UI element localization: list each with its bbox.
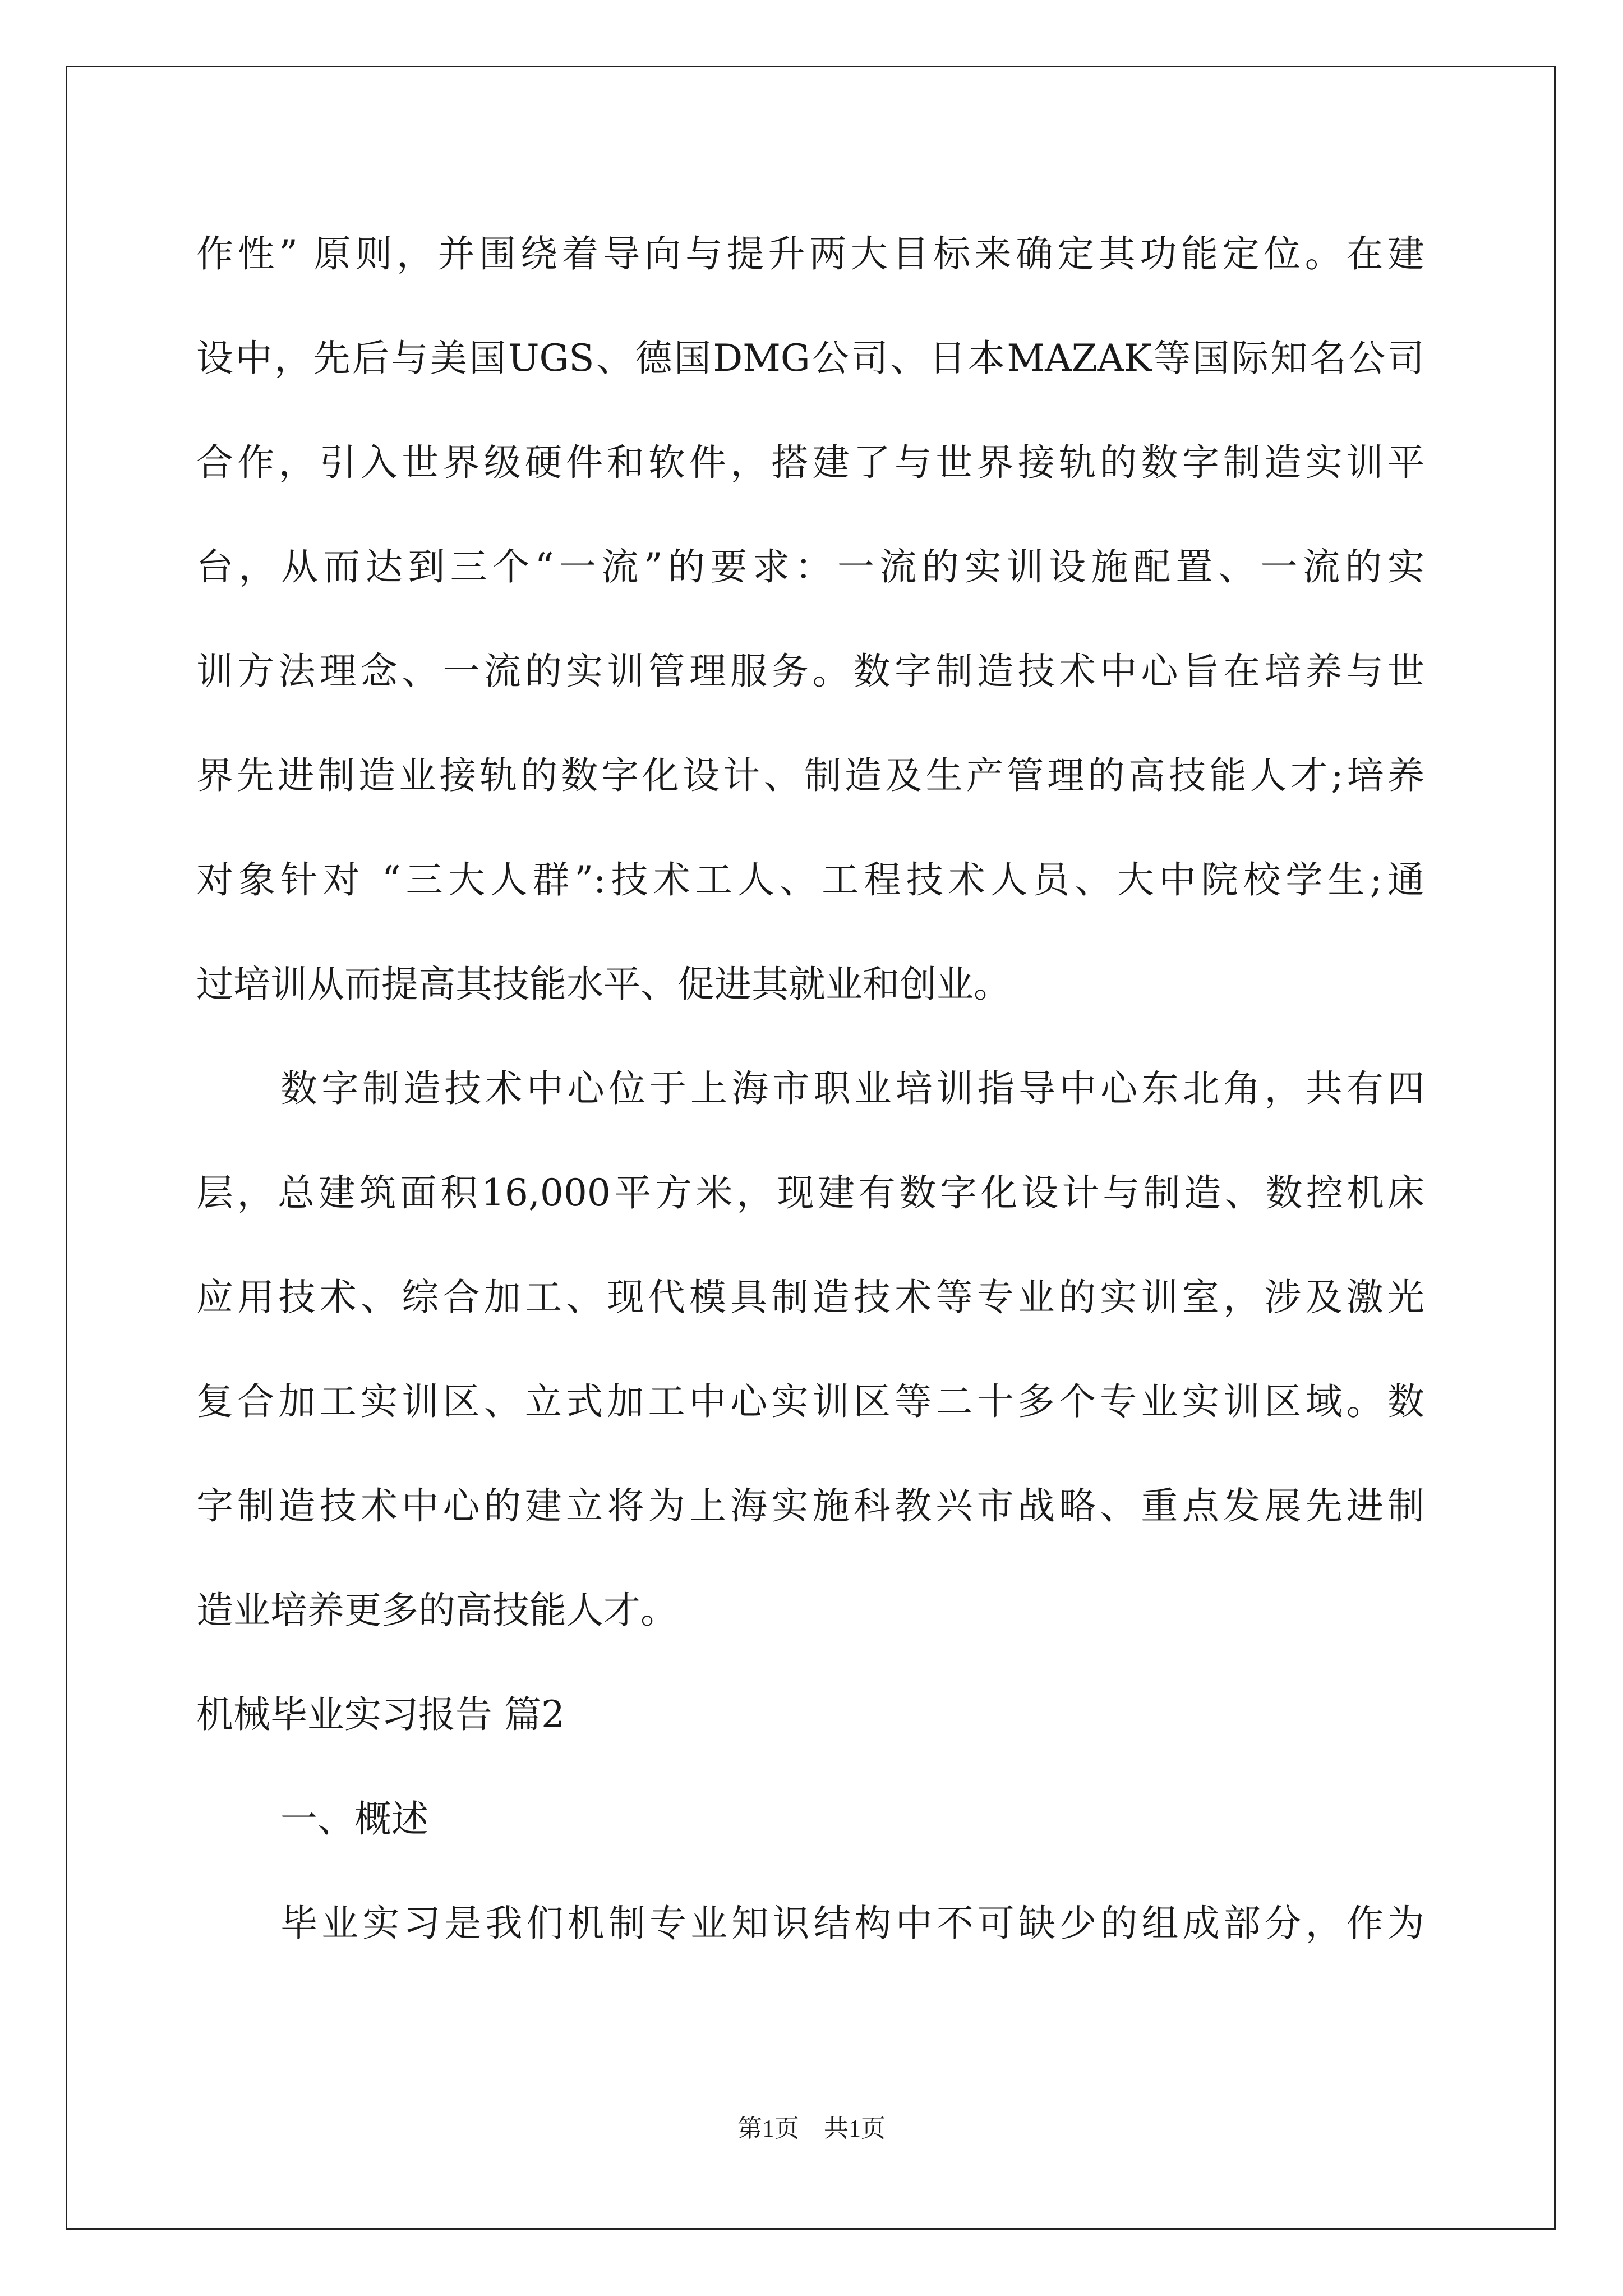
text-line: 过培训从而提高其技能水平、促进其就业和创业。 <box>196 963 1011 1006</box>
text-line: 训方法理念、一流的实训管理服务。数字制造技术中心旨在培养与世 <box>196 650 1424 693</box>
text-line: 毕业实习是我们机制专业知识结构中不可缺少的组成部分，作为 <box>280 1902 1424 1945</box>
text-line: 复合加工实训区、立式加工中心实训区等二十多个专业实训区域。数 <box>196 1380 1424 1423</box>
text-line: 层，总建筑面积16,000平方米，现建有数字化设计与制造、数控机床 <box>196 1171 1424 1214</box>
subsection-heading: 一、概述 <box>280 1797 428 1841</box>
text-line: 字制造技术中心的建立将为上海实施科教兴市战略、重点发展先进制 <box>196 1484 1424 1527</box>
text-line: 应用技术、综合加工、现代模具制造技术等专业的实训室，涉及激光 <box>196 1276 1424 1319</box>
text-line: 造业培养更多的高技能人才。 <box>196 1589 677 1632</box>
text-line: 设中，先后与美国UGS、德国DMG公司、日本MAZAK等国际知名公司 <box>196 337 1424 380</box>
text-line: 数字制造技术中心位于上海市职业培训指导中心东北角，共有四 <box>280 1067 1424 1110</box>
page-footer: 第1页 共1页 <box>737 2115 886 2142</box>
text-line: 合作，引入世界级硬件和软件，搭建了与世界接轨的数字制造实训平 <box>196 441 1424 484</box>
text-line: 界先进制造业接轨的数字化设计、制造及生产管理的高技能人才;培养 <box>196 754 1424 797</box>
text-line: 作性” 原则，并围绕着导向与提升两大目标来确定其功能定位。在建 <box>196 232 1424 275</box>
text-line: 台，从而达到三个“一流”的要求：一流的实训设施配置、一流的实 <box>196 545 1424 588</box>
document-body <box>196 202 1424 1976</box>
section-heading: 机械毕业实习报告 篇2 <box>196 1693 565 1736</box>
text-line: 对象针对 “三大人群”:技术工人、工程技术人员、大中院校学生;通 <box>196 858 1424 901</box>
